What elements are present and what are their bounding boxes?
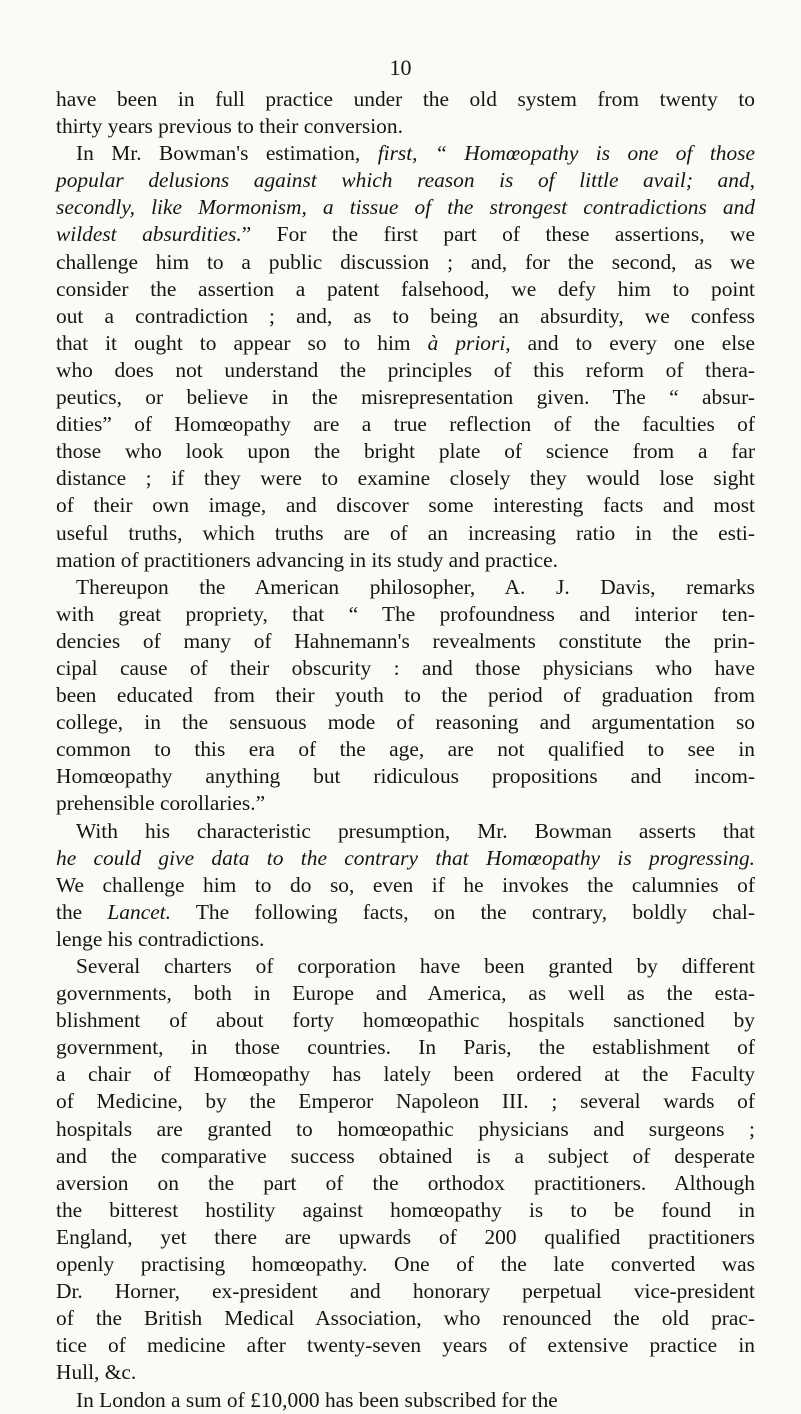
text-line: [56, 1305, 755, 1332]
text-segment: governments, both in Europe and America, as well as the esta-: [56, 981, 755, 1006]
text-segment: thirty years previous to their conversion.: [56, 114, 403, 139]
text-line: [56, 140, 755, 167]
text-line: [56, 899, 755, 926]
text-line: [56, 980, 755, 1007]
text-segment: Homœopathy anything but ridiculous propositions and incom-: [56, 764, 755, 789]
italic-segment: he could give data to the contrary that Homœopathy is progressing.: [56, 845, 755, 870]
text-segment: challenge him to a public discussion ; and, for the second, as we: [56, 249, 755, 274]
text-line: [56, 492, 755, 519]
text-line: [56, 86, 755, 113]
text-segment: tice of medicine after twenty-seven years of extensive practice in: [56, 1333, 755, 1358]
text-segment: of Medicine, by the Emperor Napoleon III. ; several wards of: [56, 1089, 755, 1114]
italic-segment: first,: [377, 141, 435, 166]
text-segment: hospitals are granted to homœopathic physicians and surgeons ;: [56, 1116, 755, 1141]
text-line: [56, 547, 755, 574]
text-segment: aversion on the part of the orthodox practitioners. Although: [56, 1170, 755, 1195]
text-segment: dencies of many of Hahnemann's revealments constitute the prin-: [56, 628, 755, 653]
text-segment: out a contradiction ; and, as to being an absurdity, we confess: [56, 303, 755, 328]
text-line: [56, 1034, 755, 1061]
text-segment: ” For the first part of these assertions, we: [241, 222, 755, 247]
text-line: [56, 926, 755, 953]
text-segment: Thereupon the American philosopher, A. J. Davis, remarks: [76, 574, 755, 599]
text-segment: dities” of Homœopathy are a true reflection of the faculties of: [56, 412, 755, 437]
text-line: [56, 520, 755, 547]
text-line: [56, 628, 755, 655]
text-segment: common to this era of the age, are not qualified to see in: [56, 737, 755, 762]
text-line: [56, 113, 755, 140]
italic-segment: Lancet.: [107, 899, 171, 924]
text-segment: England, yet there are upwards of 200 qualified practitioners: [56, 1224, 755, 1249]
text-segment: those who look upon the bright plate of science from a far: [56, 439, 755, 464]
text-segment: college, in the sensuous mode of reasoning and argumentation so: [56, 710, 755, 735]
text-line: [56, 411, 755, 438]
text-line: [56, 384, 755, 411]
page-number: 10: [389, 55, 412, 80]
text-line: [56, 1251, 755, 1278]
text-line: [56, 818, 755, 845]
text-line: [56, 1143, 755, 1170]
text-line: [56, 1359, 755, 1386]
italic-segment: wildest absurdities.: [56, 222, 242, 247]
italic-segment: à priori,: [427, 330, 511, 355]
text-line: [56, 1116, 755, 1143]
text-line: [56, 167, 755, 194]
text-line: [56, 1224, 755, 1251]
text-line: [56, 655, 755, 682]
text-segment: of their own image, and discover some interesting facts and most: [56, 493, 755, 518]
text-line: [56, 1332, 755, 1359]
text-line: [56, 953, 755, 980]
text-segment: the: [56, 899, 108, 924]
text-line: [56, 357, 755, 384]
text-line: [56, 303, 755, 330]
text-segment: government, in those countries. In Paris, the establishment of: [56, 1035, 755, 1060]
text-segment: a chair of Homœopathy has lately been ordered at the Faculty: [56, 1062, 755, 1087]
text-segment: The following facts, on the contrary, boldly chal-: [170, 899, 755, 924]
text-line: [56, 872, 755, 899]
text-segment: and to every one else: [510, 330, 755, 355]
text-line: [56, 438, 755, 465]
text-segment: that it ought to appear so to him: [56, 330, 428, 355]
text-line: [56, 1061, 755, 1088]
text-line: [56, 1278, 755, 1305]
text-segment: been educated from their youth to the period of graduation from: [56, 683, 755, 708]
text-segment: cipal cause of their obscurity : and those physicians who have: [56, 655, 755, 680]
text-line: [56, 1088, 755, 1115]
text-segment: and the comparative success obtained is a subject of desperate: [56, 1143, 755, 1168]
text-line: [56, 682, 755, 709]
text-line: [56, 763, 755, 790]
text-segment: In London a sum of £10,000 has been subscribed for the: [76, 1387, 558, 1412]
text-segment: consider the assertion a patent falsehood, we defy him to point: [56, 276, 755, 301]
text-segment: Dr. Horner, ex-president and honorary perpetual vice-president: [56, 1279, 755, 1304]
text-line: [56, 1387, 755, 1414]
text-segment: Several charters of corporation have been granted by different: [76, 954, 755, 978]
text-line: [56, 736, 755, 763]
text-segment: lenge his contradictions.: [56, 926, 265, 951]
text-segment: In Mr. Bowman's estimation,: [76, 141, 378, 166]
text-line: [56, 1170, 755, 1197]
text-segment: openly practising homœopathy. One of the late converted was: [56, 1252, 755, 1277]
italic-segment: popular delusions against which reason is of little avail; and,: [56, 168, 755, 193]
text-line: [56, 601, 755, 628]
text-segment: distance ; if they were to examine closely they would lose sight: [56, 466, 755, 491]
text-line: [56, 276, 755, 303]
text-line: [56, 790, 755, 817]
text-line: [56, 574, 755, 601]
text-line: [56, 221, 755, 248]
text-line: [56, 709, 755, 736]
text-segment: peutics, or believe in the misrepresentation given. The “ absur-: [56, 385, 755, 410]
text-segment: who does not understand the principles of this reform of thera-: [56, 357, 755, 382]
text-line: [56, 249, 755, 276]
italic-segment: secondly, like Mormonism, a tissue of the strongest contradictions and: [56, 195, 755, 220]
text-segment: We challenge him to do so, even if he invokes the calumnies of: [56, 872, 755, 897]
text-segment: With his characteristic presumption, Mr. Bowman asserts that: [76, 818, 755, 843]
body-text: [56, 86, 755, 1414]
text-segment: useful truths, which truths are of an increasing ratio in the esti-: [56, 520, 755, 545]
italic-segment: “ Homœopathy is one of those: [434, 141, 755, 166]
text-line: [56, 1007, 755, 1034]
text-line: [56, 465, 755, 492]
text-segment: prehensible corollaries.”: [56, 791, 266, 816]
text-line: [56, 1197, 755, 1224]
text-segment: with great propriety, that “ The profoundness and interior ten-: [56, 601, 755, 626]
text-segment: have been in full practice under the old system from twenty to: [56, 87, 755, 111]
text-line: [56, 330, 755, 357]
text-line: [56, 845, 755, 872]
text-segment: the bitterest hostility against homœopathy is to be found in: [56, 1197, 755, 1222]
text-segment: blishment of about forty homœopathic hospitals sanctioned by: [56, 1008, 755, 1033]
text-segment: Hull, &c.: [56, 1360, 137, 1385]
text-segment: of the British Medical Association, who renounced the old prac-: [56, 1306, 755, 1331]
text-segment: mation of practitioners advancing in its study and practice.: [56, 547, 558, 572]
text-line: [56, 194, 755, 221]
